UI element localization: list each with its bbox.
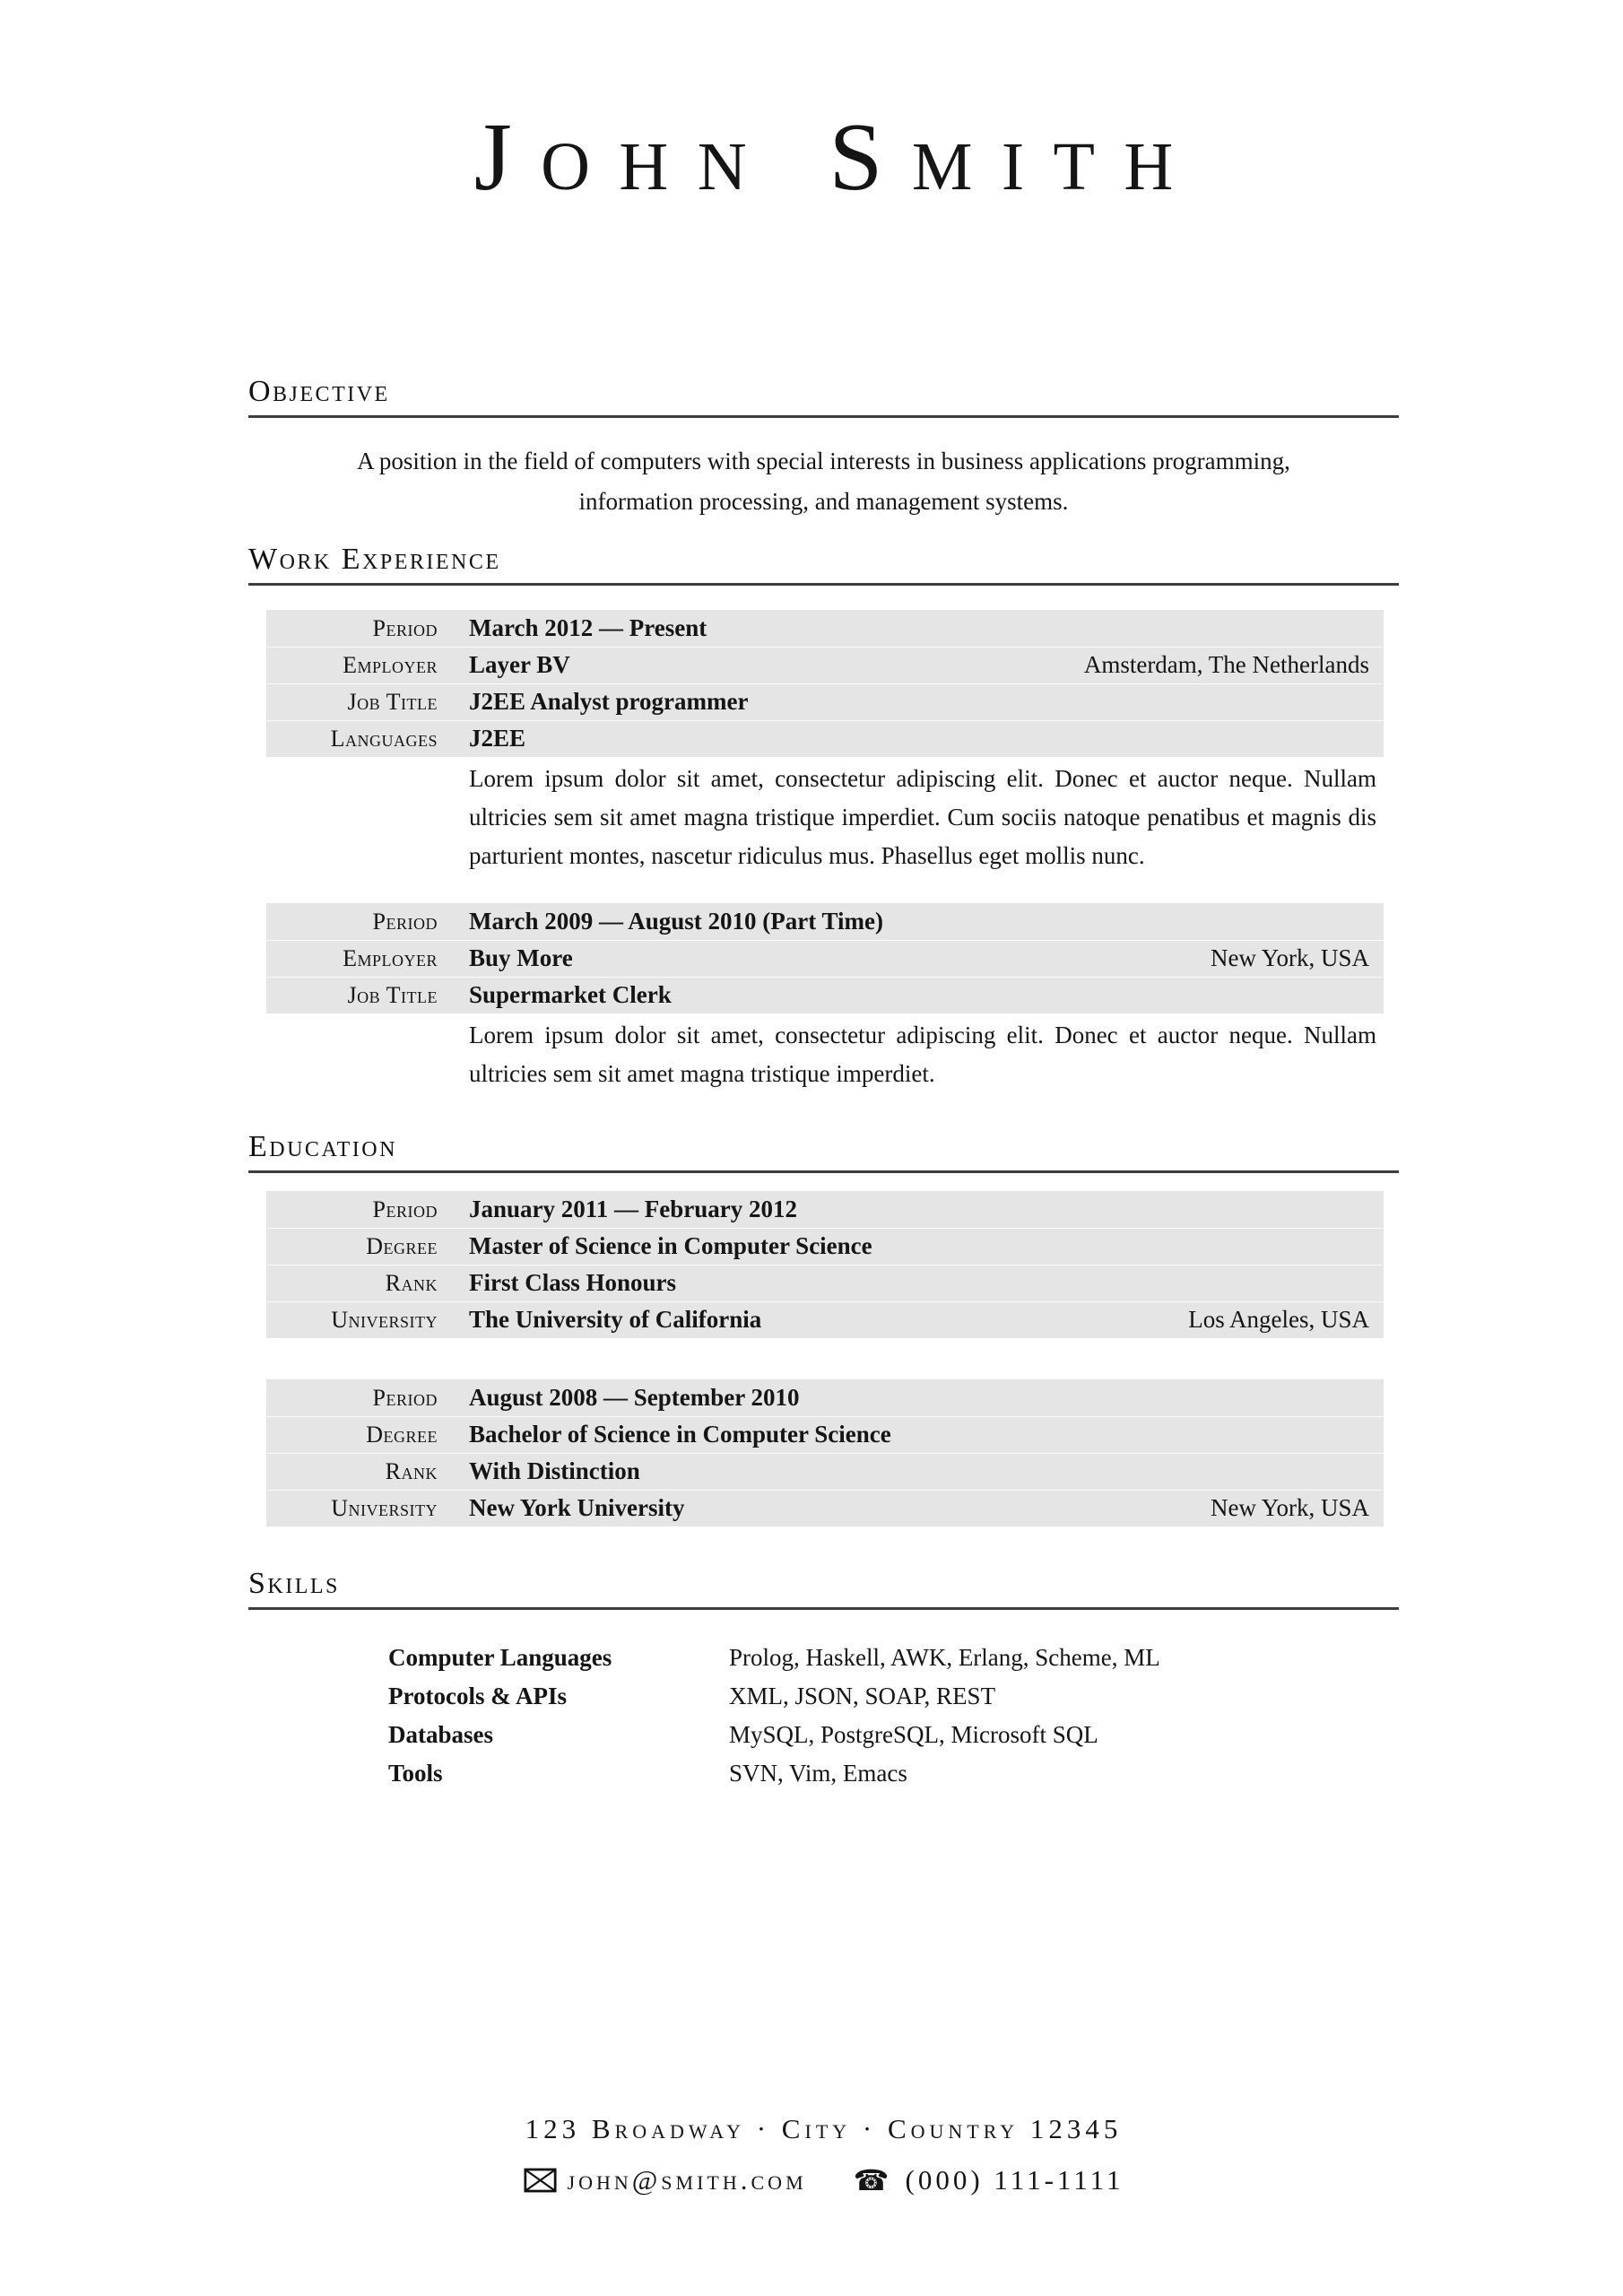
- section-rule: [248, 583, 1399, 586]
- email-text: john@smith.com: [567, 2164, 807, 2196]
- section-rule: [248, 415, 1399, 418]
- phone-text: (000) 111-1111: [905, 2164, 1124, 2196]
- row-label: Rank: [385, 1458, 438, 1484]
- row-label: Degree: [366, 1422, 438, 1448]
- row-value: Master of Science in Computer Science: [469, 1232, 872, 1259]
- table-row: [266, 1301, 1384, 1338]
- row-location: New York, USA: [1210, 944, 1369, 971]
- section-rule: [248, 1607, 1399, 1610]
- row-label: Period: [372, 909, 438, 935]
- table-row: [266, 610, 1384, 647]
- section-title: Skills: [248, 1567, 340, 1600]
- table-row: [266, 1191, 1384, 1228]
- row-value: March 2009 — August 2010 (Part Time): [469, 908, 883, 935]
- work-entry-description: Lorem ipsum dolor sit amet, consectetur adipiscing elit. Donec et auctor neque. Nullam ultricies sem sit amet magna tristique imperdiet.: [469, 1022, 1376, 1087]
- row-value: With Distinction: [469, 1457, 640, 1484]
- row-label: Languages: [330, 726, 438, 752]
- table-row: [266, 1490, 1384, 1526]
- row-label: Rank: [385, 1270, 438, 1296]
- work-entry-description: Lorem ipsum dolor sit amet, consectetur adipiscing elit. Donec et auctor neque. Nullam ultricies sem sit amet magna tristique imperdiet. Cum sociis natoque penatibus et magnis dis parturient montes, nascetur ridiculus mus. Phasellus eget mollis nunc.: [469, 765, 1376, 869]
- footer: [248, 2113, 1399, 2197]
- education-entry-table: [266, 1191, 1384, 1338]
- work-entry-table: [266, 610, 1384, 757]
- skill-label: Computer Languages: [388, 1644, 612, 1671]
- table-row: [266, 903, 1384, 940]
- objective-text: A position in the field of computers with special interests in business applications programming, information processing, and management systems.: [357, 448, 1290, 515]
- envelope-icon: [524, 2168, 557, 2193]
- row-value: March 2012 — Present: [469, 614, 707, 641]
- row-value: Bachelor of Science in Computer Science: [469, 1421, 891, 1448]
- row-label: University: [331, 1307, 438, 1333]
- section-education: [248, 1132, 1399, 1526]
- skill-value: SVN, Vim, Emacs: [729, 1760, 907, 1787]
- skill-value: XML, JSON, SOAP, REST: [729, 1683, 996, 1709]
- section-rule: [248, 1170, 1399, 1173]
- skill-row: [388, 1639, 1399, 1677]
- row-value: The University of California: [469, 1306, 762, 1333]
- table-row: [266, 1265, 1384, 1301]
- table-row: [266, 1453, 1384, 1490]
- skills-table: [248, 1639, 1399, 1793]
- row-label: Job Title: [347, 689, 438, 715]
- row-value: J2EE Analyst programmer: [469, 688, 749, 715]
- skill-value: MySQL, PostgreSQL, Microsoft SQL: [729, 1721, 1098, 1748]
- row-location: New York, USA: [1210, 1494, 1369, 1521]
- row-label: Employer: [343, 945, 438, 971]
- contact-line: [248, 2163, 1399, 2197]
- table-row: [266, 1379, 1384, 1416]
- table-row: [266, 1416, 1384, 1453]
- table-row: [266, 683, 1384, 720]
- work-entry-table: [266, 903, 1384, 1013]
- row-value: Buy More: [469, 944, 573, 971]
- skill-value: Prolog, Haskell, AWK, Erlang, Scheme, ML: [729, 1644, 1160, 1671]
- section-objective: [248, 377, 1399, 522]
- section-work-experience: [248, 544, 1399, 1093]
- skill-label: Databases: [388, 1721, 494, 1748]
- row-value: Supermarket Clerk: [469, 981, 672, 1008]
- education-entry-table: [266, 1379, 1384, 1526]
- table-row: [266, 977, 1384, 1013]
- table-row: [266, 647, 1384, 683]
- section-title: Objective: [248, 375, 390, 408]
- section-skills: [248, 1569, 1399, 1793]
- page-content: [248, 0, 1399, 1793]
- skill-row: [388, 1716, 1399, 1754]
- page-title: John Smith: [473, 104, 1202, 211]
- section-title: Work Experience: [248, 543, 501, 576]
- skill-label: Tools: [388, 1760, 443, 1787]
- skill-row: [388, 1754, 1399, 1793]
- row-label: Period: [372, 615, 438, 641]
- row-value: August 2008 — September 2010: [469, 1384, 800, 1411]
- skill-row: [388, 1677, 1399, 1716]
- row-label: Employer: [343, 652, 438, 678]
- table-row: [266, 1228, 1384, 1265]
- section-title: Education: [248, 1130, 397, 1163]
- row-value: January 2011 — February 2012: [469, 1196, 798, 1222]
- table-row: [266, 720, 1384, 757]
- row-value: First Class Honours: [469, 1269, 677, 1296]
- address-line: 123 Broadway · City · Country 12345: [525, 2113, 1123, 2144]
- phone-icon: ☎: [853, 2163, 890, 2197]
- row-value: Layer BV: [469, 651, 570, 678]
- row-label: Degree: [366, 1233, 438, 1259]
- row-label: University: [331, 1495, 438, 1521]
- table-row: [266, 940, 1384, 977]
- row-value: J2EE: [469, 725, 526, 752]
- row-label: Job Title: [347, 982, 438, 1008]
- skill-label: Protocols & APIs: [388, 1683, 567, 1709]
- row-label: Period: [372, 1385, 438, 1411]
- row-value: New York University: [469, 1494, 685, 1521]
- row-location: Amsterdam, The Netherlands: [1083, 651, 1369, 678]
- row-location: Los Angeles, USA: [1188, 1306, 1369, 1333]
- row-label: Period: [372, 1196, 438, 1222]
